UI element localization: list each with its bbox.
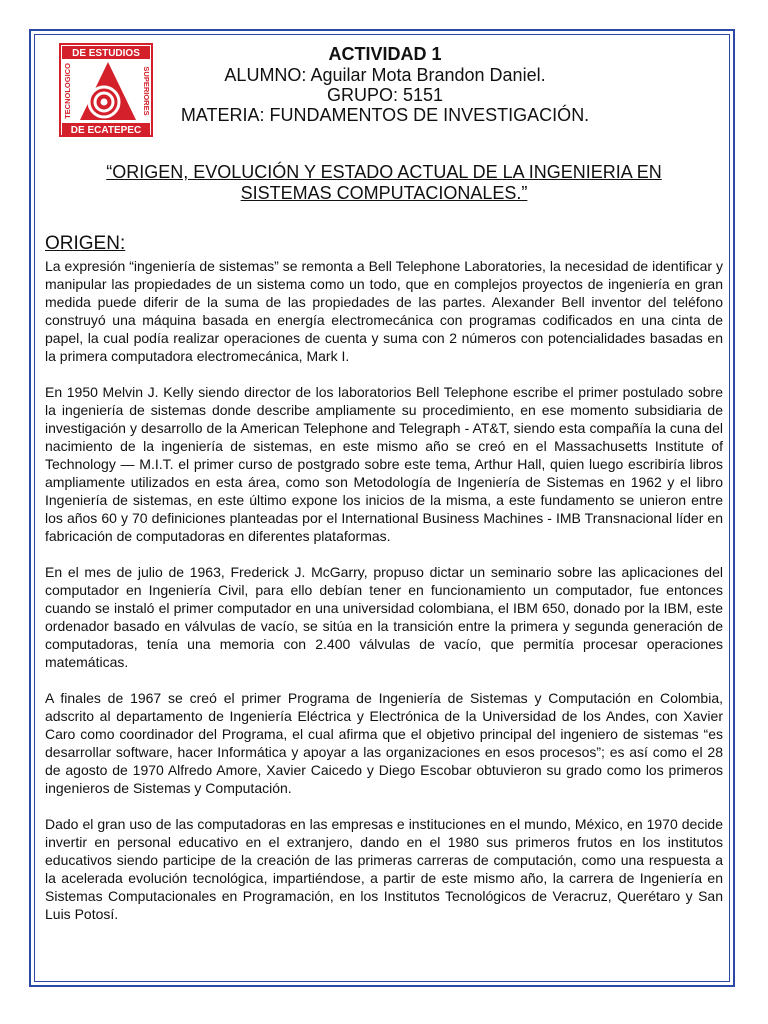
paragraph: En 1950 Melvin J. Kelly siendo director de los laboratorios Bell Telephone escribe el primer postulado sobre la ingeniería de sistemas donde describe ampliamente su procedimiento, en ese momento subsidiaria de investigación y desarrollo de la American Telephone and Telegraph - AT&T, siendo esta compañía la cuna del nacimiento de la ingeniería de sistemas, en este mismo año se creó en el Massachusetts Institute of Technology — M.I.T. el primer curso de postgrado sobre este tema, Arthur Hall, quien luego escribiría libros ampliamente utilizados en esta área, como son Metodología de Ingeniería de Sistemas en 1962 y el libro Ingeniería de sistemas, en este último expone los inicios de la misma, a este fundamento se unieron entre los años 60 y 70 definiciones planteadas por el International Business Machines - IMB Transnacional líder en fabricación de computadoras en diferentes plataformas.: [45, 384, 723, 544]
section-heading-origen: ORIGEN:: [45, 233, 126, 254]
main-title-line-2: SISTEMAS COMPUTACIONALES.”: [240, 183, 528, 203]
logo-text-left: TECNOLOGICO: [63, 63, 72, 119]
subject-name: MATERIA: FUNDAMENTOS DE INVESTIGACIÓN.: [180, 105, 590, 125]
student-name: ALUMNO: Aguilar Mota Brandon Daniel.: [224, 65, 546, 85]
main-title: [44, 162, 724, 204]
logo-text-right: SUPERIORES: [142, 66, 151, 116]
logo-text-bottom: DE ECATEPEC: [70, 125, 142, 136]
logo-text-top: DE ESTUDIOS: [72, 48, 140, 59]
paragraph: La expresión “ingeniería de sistemas” se remonta a Bell Telephone Laboratories, la necesidad de identificar y manipular las propiedades de un sistema como un todo, que en complejos proyectos de ingeniería en gran medida puede diferir de la suma de las propiedades de las partes. Alexander Bell inventor del teléfono construyó una máquina basada en energía electromecánica con programas codificados en una cinta de papel, la cual podía realizar operaciones de cuenta y suma con 2 números con potencialidades basadas en la primera computadora electromecánica, Mark I.: [45, 258, 723, 364]
document-header: [120, 44, 650, 125]
paragraph: A finales de 1967 se creó el primer Programa de Ingeniería de Sistemas y Computación en Colombia, adscrito al departamento de Ingeniería Eléctrica y Electrónica de la Universidad de los Andes, con Xavier Caro como coordinador del Programa, el cual afirma que el objetivo principal del ingeniero de sistemas “es desarrollar software, hacer Informática y apoyar a las organizaciones en esos procesos”; es así como el 28 de agosto de 1970 Alfredo Amore, Xavier Caicedo y Diego Escobar obtuvieron su grado como los primeros ingenieros de Sistemas y Computación.: [45, 690, 723, 796]
activity-title: ACTIVIDAD 1: [328, 44, 442, 64]
group-number: GRUPO: 5151: [326, 85, 444, 105]
paragraph: Dado el gran uso de las computadoras en las empresas e instituciones en el mundo, México, en 1970 decide invertir en personal educativo en el extranjero, dando en el 1980 sus primeros frutos en los institutos educativos siendo participe de la creación de las primeras carreras de computación, como una respuesta a la acelerada evolución tecnológica, impartiéndose, a partir de este mismo año, la carrera de Ingeniería en Sistemas Computacionales en Programación, en los Institutos Tecnológicos de Veracruz, Querétaro y San Luis Potosí.: [45, 816, 723, 922]
paragraph: En el mes de julio de 1963, Frederick J. McGarry, propuso dictar un seminario sobre las aplicaciones del computador en Ingeniería Civil, para ello debían tener en funcionamiento un computador, fue entonces cuando se instaló el primer computador en una universidad colombiana, el IBM 650, donado por la IBM, este ordenador basado en válvulas de vacío, se sitúa en la transición entre la primera y segunda generación de computadoras, tenía una memoria con 2.400 válvulas de vacío, que permitía procesar operaciones matemáticas.: [45, 564, 723, 670]
body-text: [45, 257, 723, 941]
main-title-line-1: “ORIGEN, EVOLUCIÓN Y ESTADO ACTUAL DE LA INGENIERIA EN: [106, 162, 662, 182]
